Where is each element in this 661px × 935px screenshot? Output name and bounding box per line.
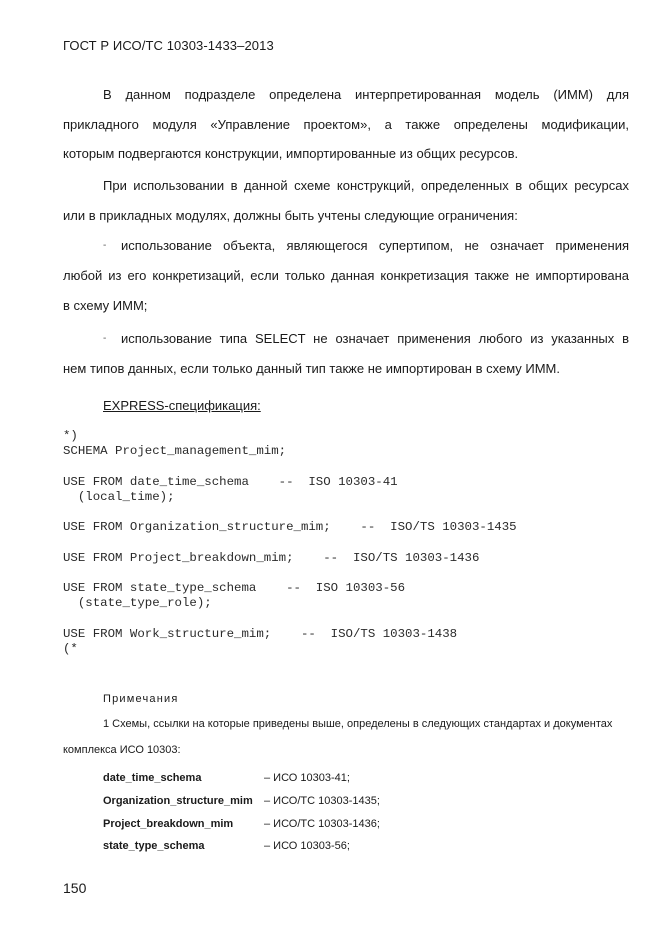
note-1-line-2: комплекса ИСО 10303: bbox=[63, 744, 181, 756]
page-number: 150 bbox=[63, 880, 87, 896]
ref-name: Organization_structure_mim bbox=[103, 795, 253, 807]
express-heading: EXPRESS-спецификация: bbox=[103, 398, 261, 413]
code-line: (local_time); bbox=[63, 490, 175, 504]
ref-standard: – ИСО/ТС 10303-1436; bbox=[264, 818, 380, 830]
ref-name: date_time_schema bbox=[103, 772, 202, 784]
code-line: USE FROM Organization_structure_mim; -- ISO/TS 10303-1435 bbox=[63, 520, 517, 534]
code-open-comment: *) bbox=[63, 429, 78, 443]
bullet-1-line-3: в схему ИММ; bbox=[63, 298, 148, 313]
ref-name: state_type_schema bbox=[103, 840, 205, 852]
code-line: (state_type_role); bbox=[63, 596, 212, 610]
bullet-1-line-2: любой из его конкретизаций, если только данная конкретизация также не импортирована bbox=[63, 268, 629, 283]
bullet-marker: - bbox=[103, 240, 107, 251]
ref-standard: – ИСО 10303-41; bbox=[264, 772, 350, 784]
code-schema-line: SCHEMA Project_management_mim; bbox=[63, 444, 287, 458]
bullet-2-line-1: использование типа SELECT не означает применения любого из указанных в bbox=[121, 331, 629, 346]
paragraph-1-line-2: прикладного модуля «Управление проектом», а также определены модификации, bbox=[63, 117, 629, 132]
paragraph-2-line-2: или в прикладных модулях, должны быть учтены следующие ограничения: bbox=[63, 208, 518, 223]
paragraph-1-line-3: которым подвергаются конструкции, импортированные из общих ресурсов. bbox=[63, 146, 519, 161]
bullet-2-line-2: нем типов данных, если только данный тип также не импортирован в схему ИММ. bbox=[63, 361, 561, 376]
code-line: USE FROM Project_breakdown_mim; -- ISO/TS 10303-1436 bbox=[63, 551, 480, 565]
ref-name: Project_breakdown_mim bbox=[103, 818, 234, 830]
bullet-1-line-1: использование объекта, являющегося супертипом, не означает применения bbox=[121, 238, 629, 253]
code-line: USE FROM date_time_schema -- ISO 10303-41 bbox=[63, 475, 398, 489]
paragraph-1-line-1: В данном подразделе определена интерпретированная модель (ИММ) для bbox=[103, 87, 629, 102]
note-1-line-1: 1 Схемы, ссылки на которые приведены выше, определены в следующих стандартах и документах bbox=[103, 718, 613, 730]
paragraph-2-line-1: При использовании в данной схеме конструкций, определенных в общих ресурсах bbox=[103, 178, 629, 193]
ref-standard: – ИСО/ТС 10303-1435; bbox=[264, 795, 380, 807]
document-header: ГОСТ Р ИСО/ТС 10303-1433–2013 bbox=[63, 38, 274, 53]
code-close-comment: (* bbox=[63, 642, 78, 656]
ref-standard: – ИСО 10303-56; bbox=[264, 840, 350, 852]
bullet-marker: - bbox=[103, 333, 107, 344]
notes-heading: Примечания bbox=[103, 693, 179, 705]
code-line: USE FROM Work_structure_mim; -- ISO/TS 10303-1438 bbox=[63, 627, 458, 641]
code-line: USE FROM state_type_schema -- ISO 10303-56 bbox=[63, 581, 406, 595]
